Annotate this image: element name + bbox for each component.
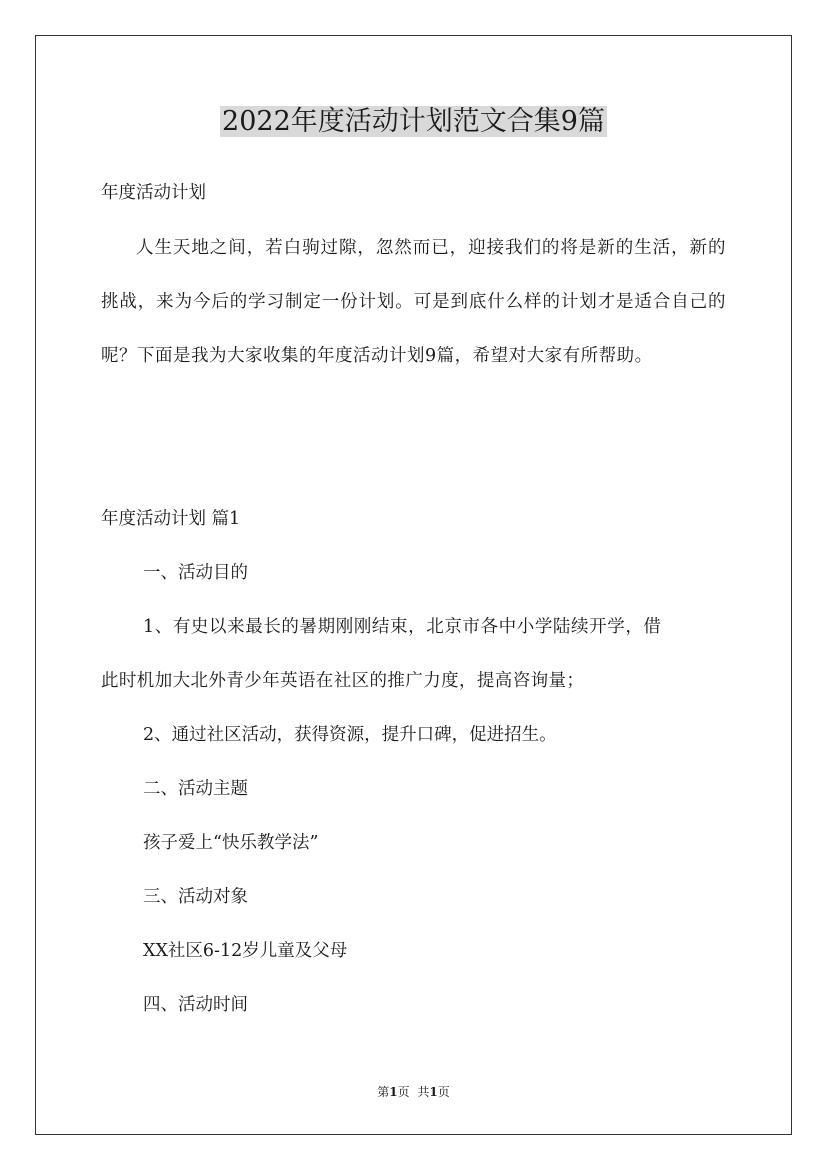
footer-page-prefix: 第 — [377, 1085, 390, 1099]
footer-page-number: 1 — [389, 1085, 398, 1099]
theme-text: 孩子爱上“快乐教学法” — [143, 833, 319, 853]
page-footer — [0, 1083, 827, 1101]
document-heading: 年度活动计划 — [101, 183, 206, 203]
purpose-item-1-line-2: 此时机加大北外青少年英语在社区的推广力度，提高咨询量； — [101, 671, 585, 691]
footer-total-prefix: 共 — [417, 1085, 430, 1099]
intro-paragraph: 人生天地之间，若白驹过隙，忽然而已，迎接我们的将是新的生活，新的挑战，来为今后的学习制定一份计划。可是到底什么样的计划才是适合自己的呢？下面是我为大家收集的年度活动计划9篇，希望对大家有所帮助。 — [101, 238, 726, 366]
section-title: 年度活动计划 篇1 — [101, 509, 241, 529]
time-heading: 四、活动时间 — [143, 995, 248, 1015]
document-title-text: 2022年度活动计划范文合集9篇 — [222, 106, 605, 137]
purpose-item-1-line-1: 1、有史以来最长的暑期刚刚结束，北京市各中小学陆续开学，借 — [143, 617, 662, 637]
target-heading: 三、活动对象 — [143, 887, 248, 907]
purpose-heading: 一、活动目的 — [143, 563, 248, 583]
footer-total-suffix: 页 — [437, 1085, 450, 1099]
footer-page-suffix: 页 — [397, 1085, 410, 1099]
target-text: XX社区6-12岁儿童及父母 — [143, 941, 348, 961]
footer-total-number: 1 — [429, 1085, 438, 1099]
purpose-item-2: 2、通过社区活动，获得资源，提升口碑，促进招生。 — [143, 725, 557, 745]
document-title — [0, 102, 827, 142]
theme-heading: 二、活动主题 — [143, 779, 248, 799]
